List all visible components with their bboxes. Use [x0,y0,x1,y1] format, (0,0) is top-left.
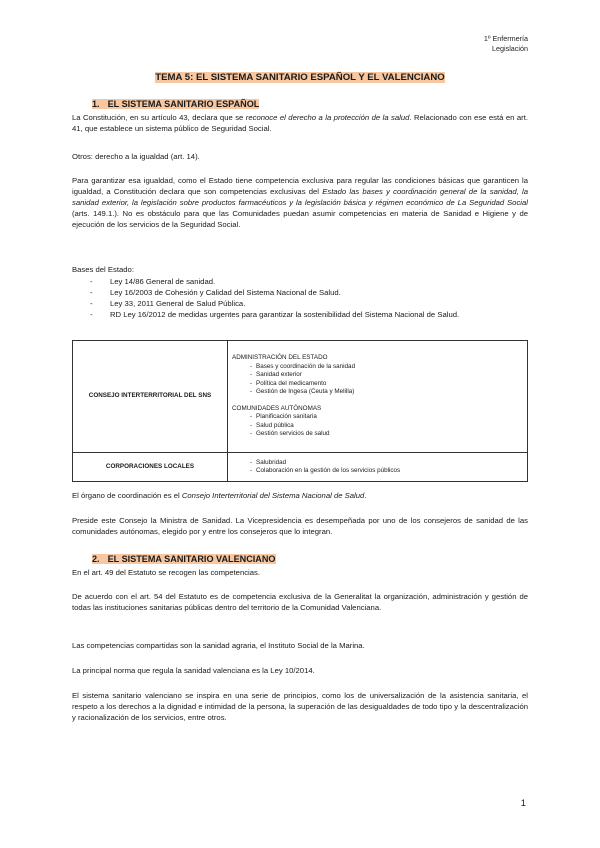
list-item: - Planificación sanitaria [250,413,317,421]
list-item: - Salubridad [250,458,287,466]
group-list [232,413,523,439]
bases-label: Bases del Estado: [72,265,134,274]
paragraph: La principal norma que regula la sanidad valenciana es la Ley 10/2014. [72,666,315,675]
list-item: - Bases y coordinación de la sanidad [250,362,356,370]
group-title: COMUNIDADES AUTÓNOMAS [232,404,322,412]
paragraph: El sistema sanitario valenciano se inspira en una serie de principios, como los de universalización de la asistencia sanitaria, el respeto a los derechos a la dignidad e intimidad de la persona, la superación de las desigualdades de todo tipo y la descentralización y racionalización de los servicios, entre otros. [72,691,528,723]
section-heading-2 [92,554,276,564]
bases-list [72,276,528,320]
table-row [73,341,528,453]
list-item: - Ley 16/2003 de Cohesión y Calidad del Sistema Nacional de Salud. [90,288,341,298]
paragraph: Las competencias compartidas son la sanidad agraria, el Instituto Social de la Marina. [72,641,365,650]
list-item: - Gestión de Ingesa (Ceuta y Melilla) [250,388,355,396]
header-course: 1º Enfermería [483,34,528,43]
group-title: ADMINISTRACIÓN DEL ESTADO [232,354,328,362]
paragraph [72,112,528,134]
group-list [232,363,523,397]
list-item: - Salud pública [250,421,294,429]
section-number: 1. [92,99,100,109]
list-item: - Sanidad exterior [250,371,302,379]
paragraph [72,175,528,230]
text-run: . Relacionado con ese está en art. 41, que establece un sistema público de Seguridad Social. [72,113,528,134]
text-run-italic: reconoce el derecho a la protección de la salud [245,113,410,122]
table-cell-organ: CORPORACIONES LOCALES [73,453,228,482]
paragraph: Preside este Consejo la Ministra de Sanidad. La Vicepresidencia es desempeñada por uno de los consejeros de sanidad de las comunidades autónomas, elegido por y entre los consejeros que lo integran. [72,516,528,537]
text-run: (arts. 149.1.). No es obstáculo para que las Comunidades puedan asumir competencias en materia de Sanidad e Higiene y de ejecución de los servicios de la Seguridad Social. [72,209,528,230]
section-heading-1 [92,99,259,109]
table-cell-competencies [228,341,528,453]
list-item: - Colaboración en la gestión de los servicios públicos [250,467,401,474]
paragraph: En el art. 49 del Estatuto se recogen las competencias. [72,568,261,577]
table-cell-competencies [228,453,528,482]
text-run-italic: Estado las bases y coordinación general de la sanidad, la sanidad exterior, la legislación sobre productos farmacéuticos y la legislación básica y régimen económico de La Seguridad Social [72,187,528,208]
group-list [232,459,523,476]
paragraph: Otros: derecho a la igualdad (art. 14). [72,152,200,161]
paragraph [72,490,528,501]
header-subject: Legislación [492,44,528,53]
table-row [73,453,528,482]
text-run-italic: Consejo Interterritorial del Sistema Nacional de Salud [181,491,365,500]
section-title: EL SISTEMA SANITARIO ESPAÑOL [107,99,260,109]
text-run: Para garantizar esa igualdad, como el Estado tiene competencia exclusiva para regular las condiciones básicas que garanticen la igualdad, a Constitución declara que son competencias exclusivas del [72,176,528,197]
document-title [0,72,600,83]
list-item: - RD Ley 16/2012 de medidas urgentes para garantizar la sostenibilidad del Sistema Nacional de Salud. [90,310,460,320]
text-run: El órgano de coordinación es el [72,491,182,500]
page-number: 1 [520,798,526,809]
list-item: - Política del medicamento [250,379,327,387]
list-item: - Ley 14/86 General de sanidad. [90,277,216,286]
list-item: - Gestión servicios de salud [250,430,330,438]
list-item: - Ley 33, 2011 General de Salud Pública. [90,299,246,309]
text-run: La Constitución, en su artículo 43, declara que se [72,113,246,122]
text-run: . [364,491,367,500]
section-number: 2. [92,554,100,564]
document-title-text: TEMA 5: EL SISTEMA SANITARIO ESPAÑOL Y EL VALENCIANO [155,72,445,83]
competencies-table [72,340,528,482]
table-cell-organ: CONSEJO INTERTERRITORIAL DEL SNS [73,341,228,453]
section-title: EL SISTEMA SANITARIO VALENCIANO [107,554,276,564]
page-header [484,34,528,54]
paragraph: De acuerdo con el art. 54 del Estatuto es de competencia exclusiva de la Generalitat la organización, administración y gestión de todas las instituciones sanitarias públicas dentro del territorio de la Comunidad Valenciana. [72,592,528,613]
